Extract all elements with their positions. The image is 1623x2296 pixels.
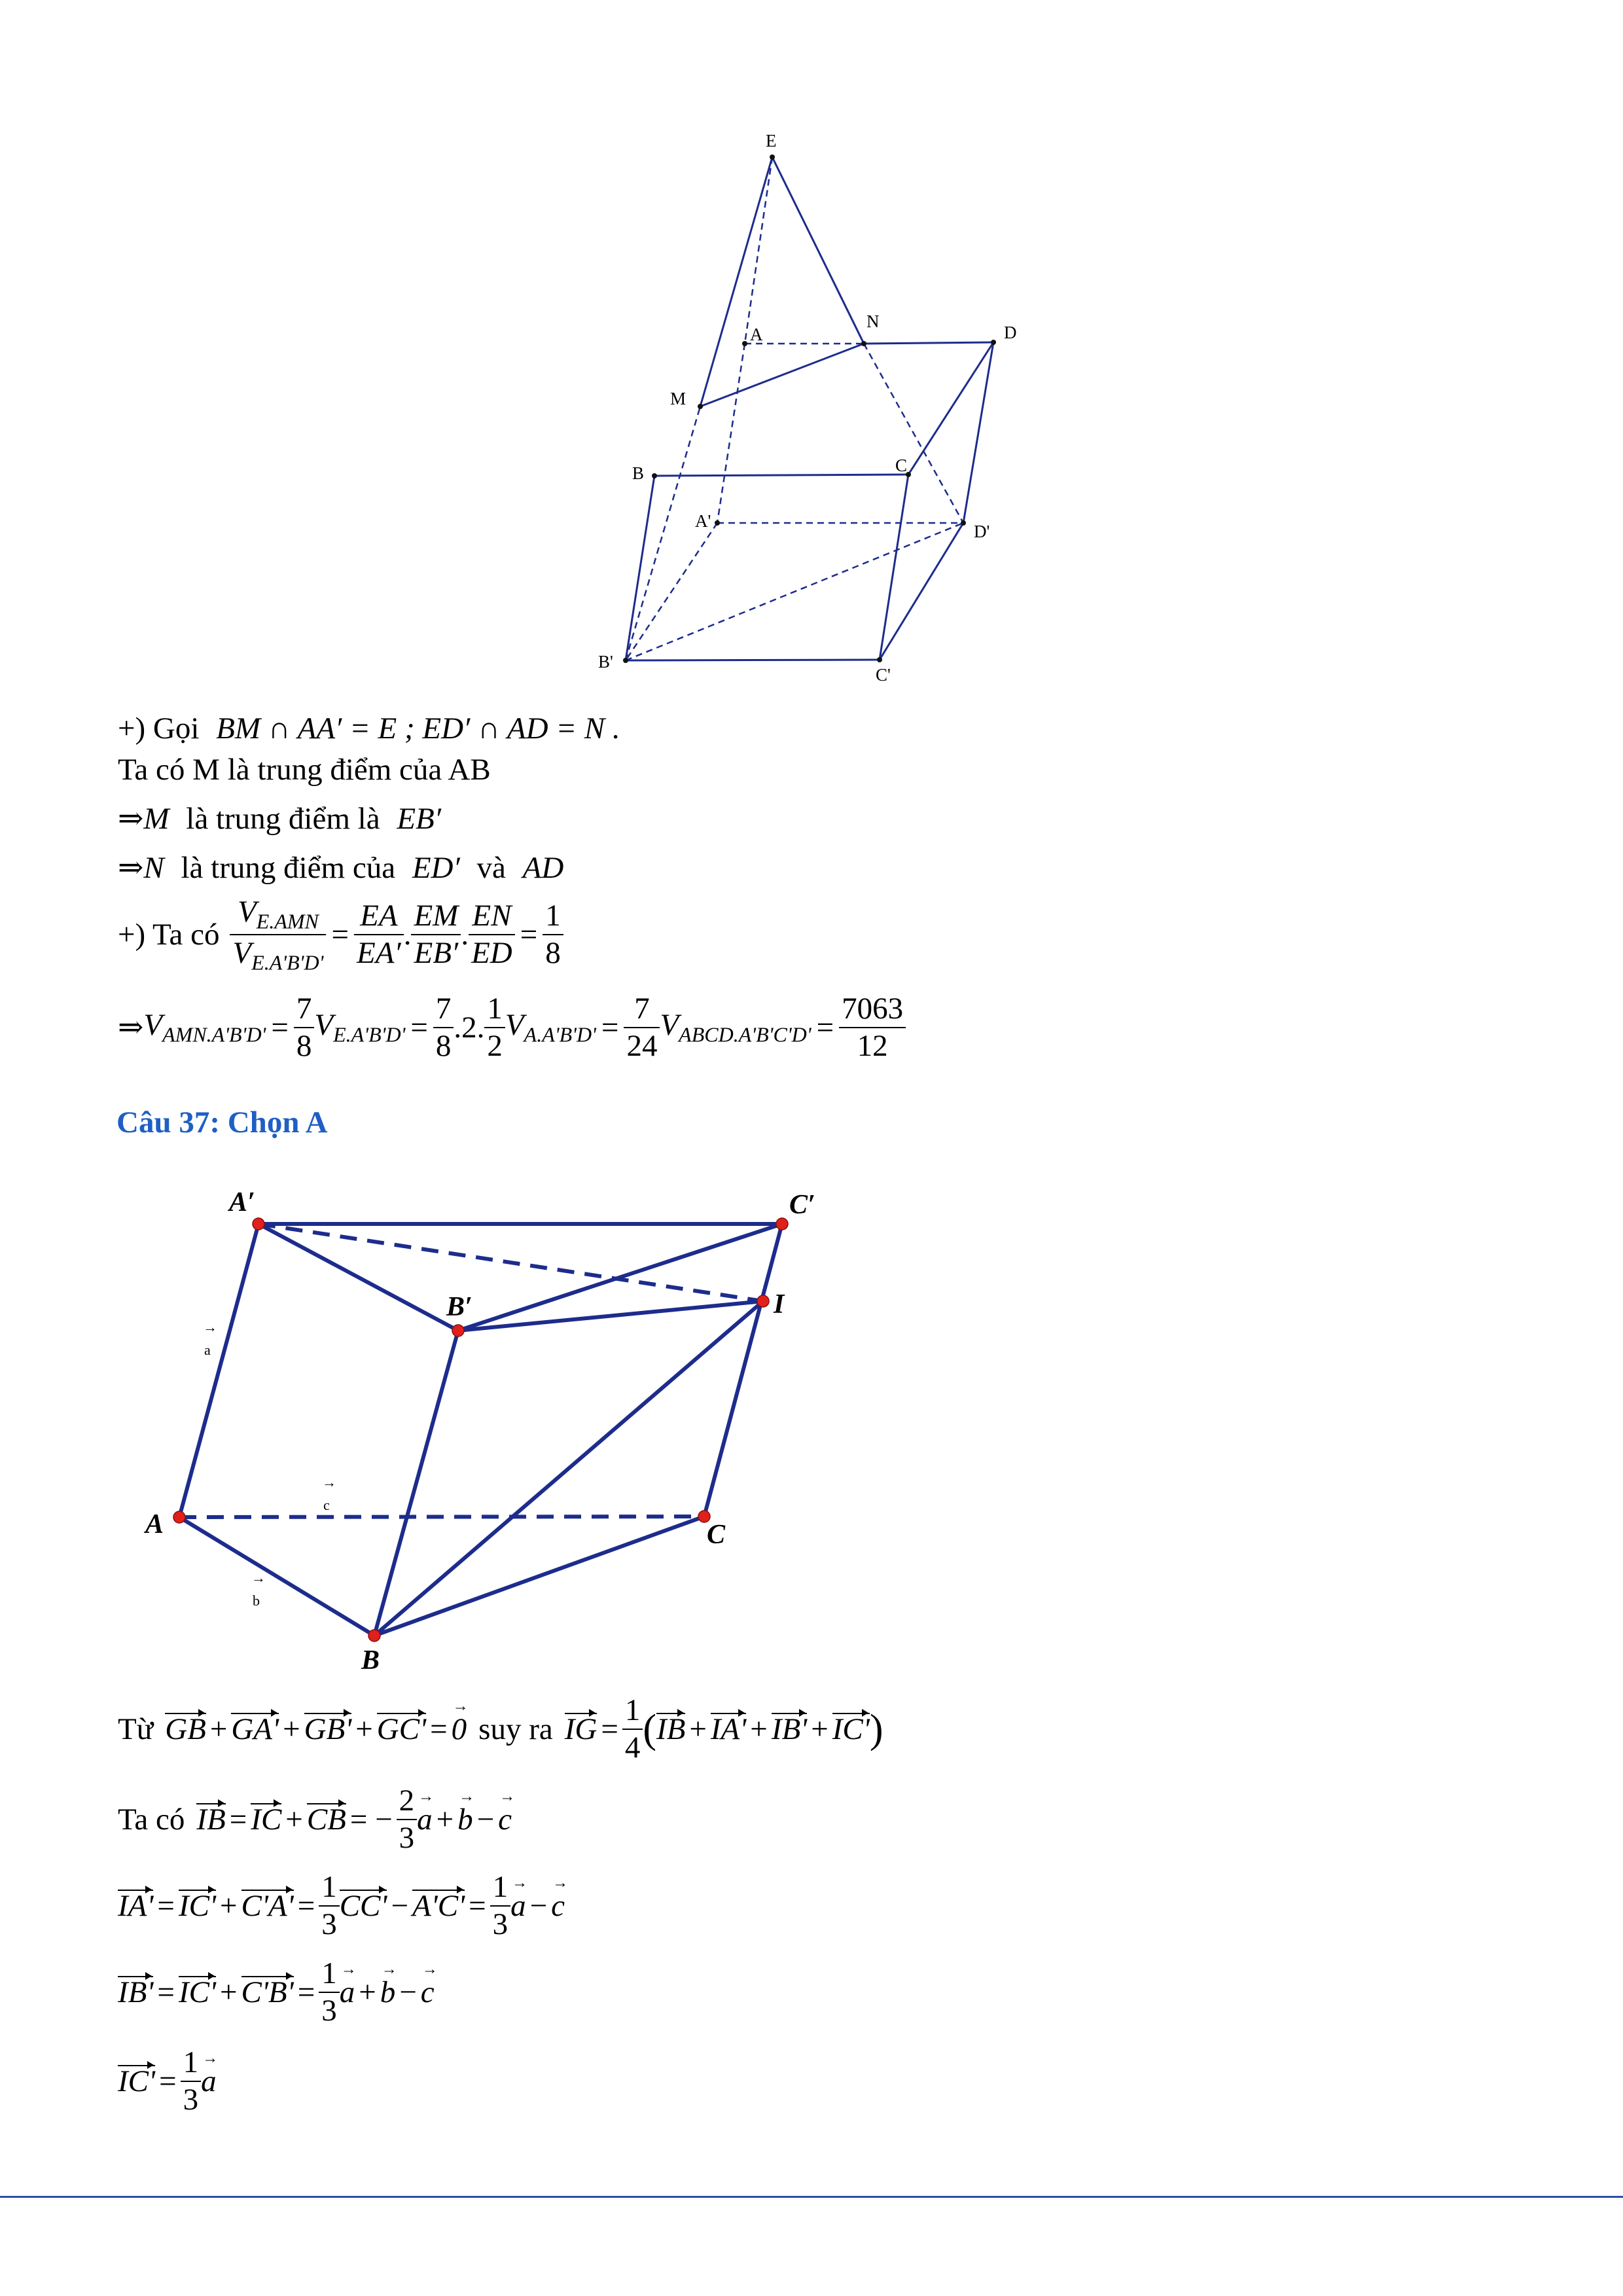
implies-icon: ⇒ bbox=[118, 802, 144, 836]
point-C1 bbox=[877, 657, 882, 662]
edge-AB bbox=[179, 1517, 374, 1636]
frac-EM: $\frac{EM}{EB'}$ bbox=[411, 901, 461, 969]
label-N: N bbox=[866, 312, 880, 331]
frac-result: $\frac{1}{8}$ bbox=[543, 901, 563, 969]
point-B1 bbox=[623, 658, 628, 663]
line-IA1: IA' = IC' + C'A' = $\frac{1}{3}$ CC' − A'C' = $\frac{1}{3}$ → a − → c bbox=[118, 1872, 565, 1940]
edge-BC bbox=[374, 1516, 704, 1636]
edge-C1D1 bbox=[880, 523, 963, 660]
vec-zero: → 0 bbox=[452, 1714, 467, 1745]
vec-c: → c bbox=[551, 1891, 565, 1922]
implies-icon: ⇒ bbox=[118, 1010, 144, 1045]
footer-divider bbox=[0, 2196, 1623, 2198]
label-B: B bbox=[632, 463, 645, 483]
edge-AA1-dashed bbox=[717, 344, 745, 523]
vec-C1B1: C'B' bbox=[241, 1975, 294, 2009]
edge-A1B1 bbox=[259, 1224, 458, 1331]
edge-MN bbox=[700, 344, 864, 406]
point-E bbox=[770, 154, 775, 160]
volume-ABCD: $V_{ABCD.A'B'C'D'}$ bbox=[660, 1008, 812, 1047]
point-B bbox=[652, 473, 657, 478]
label-vec-a: a bbox=[204, 1342, 211, 1358]
text-suy-ra: suy ra bbox=[478, 1712, 553, 1746]
frac-7063-12: $\frac{7063}{12}$ bbox=[839, 994, 906, 1062]
vec-IG: IG bbox=[564, 1712, 597, 1746]
label-A1: A′ bbox=[229, 1187, 255, 1217]
line-volume-ratio: +) Ta có $\frac{V_{E.AMN}}{V_{E.A'B'D'}}$ = $\frac{EA}{EA'}$ . $\frac{EM}{EB'}$ . $\frac{EN}{ED}$ = $\frac{1}{8}$ bbox=[118, 897, 563, 973]
label-C1: C′ bbox=[789, 1190, 815, 1220]
vec-A1C1: A'C' bbox=[412, 1888, 465, 1923]
frac-1-3: $\frac{1}{3}$ bbox=[319, 1872, 340, 1940]
edge-ND bbox=[864, 342, 993, 344]
point-B1 bbox=[452, 1325, 464, 1336]
vec-a: → a bbox=[201, 2066, 217, 2097]
label-C: C bbox=[707, 1520, 726, 1550]
frac-1-4: $\frac{1}{4}$ bbox=[622, 1695, 643, 1763]
vec-IC1: IC' bbox=[832, 1712, 870, 1746]
edge-BI bbox=[374, 1301, 763, 1636]
label-A: A bbox=[750, 325, 763, 344]
edge-EN bbox=[772, 157, 864, 344]
edge-B1M-dashed bbox=[626, 406, 700, 660]
text-times-2: .2. bbox=[454, 1010, 485, 1045]
arrow-icon: → bbox=[251, 1570, 266, 1586]
line-midpoint-AB: Ta có M là trung điểm của AB bbox=[118, 753, 491, 787]
line-IC1: IC' = $\frac{1}{3}$ → a bbox=[118, 2047, 217, 2115]
edge-CD bbox=[908, 342, 993, 475]
label-E: E bbox=[766, 131, 777, 151]
var-N: N bbox=[143, 851, 164, 885]
vec-CC1: CC' bbox=[339, 1888, 387, 1923]
vec-IB1: IB' bbox=[118, 1975, 154, 2009]
vec-b: → b bbox=[380, 1977, 396, 2008]
vec-GA1: GA' bbox=[231, 1712, 279, 1746]
point-N bbox=[861, 341, 866, 346]
point-A bbox=[173, 1511, 185, 1523]
volume-A: $V_{A.A'B'D'}$ bbox=[505, 1008, 596, 1047]
frac-1-3: $\frac{1}{3}$ bbox=[181, 2047, 202, 2115]
math-intersections: BM ∩ AA′ = E ; ED′ ∩ AD = N . bbox=[216, 711, 620, 745]
vec-IC1: IC' bbox=[118, 2064, 156, 2098]
frac-7-8-a: $\frac{7}{8}$ bbox=[294, 994, 315, 1062]
vec-CB: CB bbox=[306, 1802, 346, 1837]
vec-GC1: GC' bbox=[376, 1712, 427, 1746]
var-M: M bbox=[143, 802, 169, 836]
line-centroid-relation: Từ GB + GA' + GB' + GC' = → 0 suy ra IG = $\frac{1}{4}$ ( IB + IA' + IB' + IC' ) bbox=[118, 1695, 883, 1763]
edge-BB1 bbox=[626, 476, 654, 660]
label-D1: D' bbox=[974, 522, 990, 541]
text-ta-co: Ta có bbox=[118, 1802, 185, 1837]
edge-EA-dashed bbox=[745, 157, 772, 344]
frac-EA: $\frac{EA}{EA'}$ bbox=[354, 901, 404, 969]
point-M bbox=[698, 404, 703, 409]
vec-IB: IB bbox=[656, 1712, 686, 1746]
point-D bbox=[991, 340, 996, 345]
vec-GB: GB bbox=[165, 1712, 206, 1746]
line-IB1: IB' = IC' + C'B' = $\frac{1}{3}$ → a + → b − → c bbox=[118, 1958, 435, 2026]
vec-IC1: IC' bbox=[178, 1975, 216, 2009]
frac-1-3: $\frac{1}{3}$ bbox=[490, 1872, 511, 1940]
volume-E: $V_{E.A'B'D'}$ bbox=[314, 1008, 406, 1047]
frac-EN: $\frac{EN}{ED}$ bbox=[469, 901, 515, 969]
seg-ED1: ED′ bbox=[412, 851, 460, 885]
volume-AMN: $V_{AMN.A'B'D'}$ bbox=[143, 1008, 266, 1047]
seg-AD: AD bbox=[522, 851, 564, 885]
edge-DD1 bbox=[963, 342, 993, 523]
label-B1: B′ bbox=[446, 1292, 473, 1322]
label-C: C bbox=[895, 456, 908, 475]
vec-IB1: IB' bbox=[771, 1712, 808, 1746]
point-B bbox=[368, 1630, 380, 1641]
edge-AC-dashed bbox=[179, 1516, 704, 1517]
frac-7-24: $\frac{7}{24}$ bbox=[624, 994, 660, 1062]
vec-a: → a bbox=[417, 1804, 433, 1835]
frac-7-8-b: $\frac{7}{8}$ bbox=[433, 994, 454, 1062]
edge-ND1-dashed bbox=[864, 344, 963, 523]
frac-1-3: $\frac{1}{3}$ bbox=[319, 1958, 340, 2026]
edge-CC1 bbox=[880, 475, 908, 660]
frac-volume: $\frac{V_{E.AMN}}{V_{E.A'B'D'}}$ bbox=[230, 897, 326, 973]
frac-1-2: $\frac{1}{2}$ bbox=[484, 994, 505, 1062]
text-from: Từ bbox=[118, 1712, 154, 1746]
text-midpoint: là trung điểm là bbox=[186, 802, 380, 836]
line-volume-result: ⇒ $V_{AMN.A'B'D'}$ = $\frac{7}{8}$ $V_{E.A'B'D'}$ = $\frac{7}{8}$ .2. $\frac{1}{2}$ $V_{A.A'B'D'}$ = $\frac{7}{24}$ $V_{ABCD.A'B'C'D'}$ = $\frac{7063}{12}$ bbox=[118, 994, 906, 1062]
label-B1: B' bbox=[598, 652, 613, 672]
line-IB: Ta có IB = IC + CB = − $\frac{2}{3}$ → a + → b − → c bbox=[118, 1785, 512, 1854]
vec-b: → b bbox=[457, 1804, 473, 1835]
vec-IC1: IC' bbox=[178, 1888, 216, 1923]
edge-B1B bbox=[374, 1331, 458, 1636]
point-C1 bbox=[776, 1218, 788, 1230]
vec-c: → c bbox=[498, 1804, 512, 1835]
edge-A1B1-dashed bbox=[626, 523, 717, 660]
vec-c: → c bbox=[421, 1977, 435, 2008]
point-A1 bbox=[715, 520, 720, 526]
line-N-midpoint bbox=[118, 853, 563, 884]
label-I: I bbox=[774, 1289, 785, 1319]
vec-a: → a bbox=[510, 1891, 526, 1922]
vec-IB: IB bbox=[196, 1802, 226, 1837]
text-ratio-prefix: +) Ta có bbox=[118, 917, 220, 952]
point-A1 bbox=[253, 1218, 264, 1230]
edge-A1A bbox=[179, 1224, 259, 1517]
point-D1 bbox=[961, 520, 966, 526]
edge-BC bbox=[654, 475, 908, 476]
text-and: và bbox=[476, 851, 506, 885]
label-D: D bbox=[1004, 323, 1017, 342]
vec-IA1: IA' bbox=[118, 1888, 154, 1923]
edge-EB bbox=[700, 157, 772, 406]
vec-IA1: IA' bbox=[710, 1712, 747, 1746]
vec-a: → a bbox=[340, 1977, 355, 2008]
seg-EB1: EB′ bbox=[397, 802, 442, 836]
label-C1: C' bbox=[876, 665, 891, 685]
point-A bbox=[742, 341, 747, 346]
figure-prism-centroid bbox=[131, 1185, 851, 1682]
label-A1: A' bbox=[695, 511, 711, 531]
question-heading: Câu 37: Chọn A bbox=[116, 1105, 328, 1139]
label-vec-b: b bbox=[253, 1592, 260, 1609]
edge-B1D1-dashed bbox=[626, 523, 963, 660]
line-intersections bbox=[118, 713, 620, 744]
edge-C1C bbox=[704, 1224, 782, 1516]
frac-2-3: $\frac{2}{3}$ bbox=[397, 1785, 418, 1854]
label-M: M bbox=[670, 389, 687, 408]
label-vec-c: c bbox=[323, 1497, 330, 1513]
vec-IC: IC bbox=[251, 1802, 282, 1837]
implies-icon: ⇒ bbox=[118, 851, 144, 885]
figure-prism-pyramid bbox=[589, 118, 1060, 687]
vec-C1A1: C'A' bbox=[241, 1888, 294, 1923]
vec-GB1: GB' bbox=[304, 1712, 352, 1746]
text-midpoint: là trung điểm của bbox=[181, 851, 396, 885]
arrow-icon: → bbox=[322, 1474, 336, 1490]
text-prefix: +) Gọi bbox=[118, 711, 200, 745]
point-I bbox=[757, 1295, 769, 1307]
arrow-icon: → bbox=[203, 1319, 217, 1335]
label-A: A bbox=[145, 1509, 164, 1539]
label-B: B bbox=[361, 1645, 380, 1676]
line-M-midpoint bbox=[118, 804, 441, 834]
